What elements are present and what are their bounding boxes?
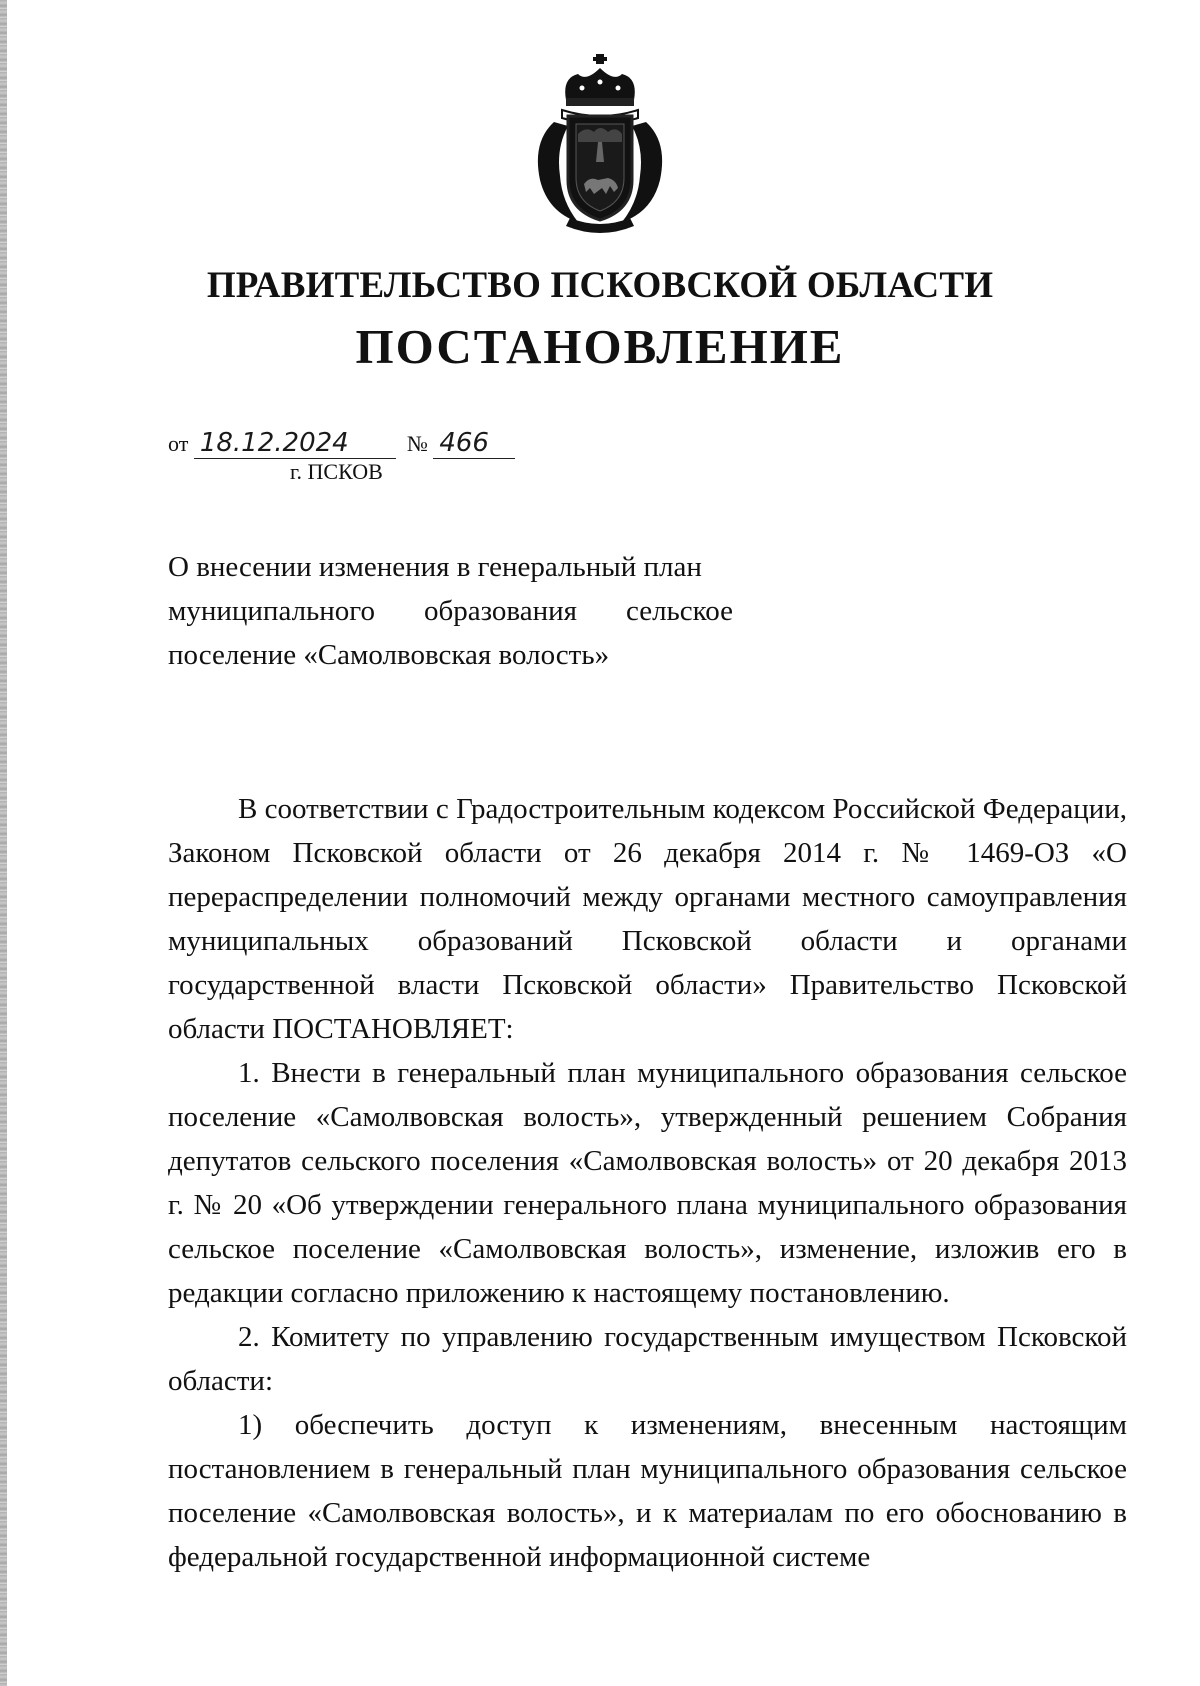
registration-line: [168, 428, 515, 459]
coat-of-arms-icon: [526, 52, 674, 236]
subject-line: муниципального образования сельское: [168, 595, 733, 627]
document-number: 466: [433, 428, 515, 459]
document-date: 18.12.2024: [194, 428, 396, 459]
document-body: [168, 787, 1127, 1579]
date-prefix-label: от: [168, 431, 189, 456]
subject-line: О внесении изменения в генеральный план: [168, 551, 702, 583]
city-label: г. ПСКОВ: [290, 459, 383, 484]
number-sign-label: №: [406, 431, 428, 456]
organization-title: ПРАВИТЕЛЬСТВО ПСКОВСКОЙ ОБЛАСТИ: [206, 265, 994, 306]
subject-line: поселение «Самолвовская волость»: [168, 639, 610, 671]
body-paragraph: 2. Комитету по управлению государственным имуществом Псковской области:: [168, 1321, 1127, 1397]
body-paragraph: 1) обеспечить доступ к изменениям, внесенным настоящим постановлением в генеральный план муниципального образования сельское поселение «Самолвовская волость», и к материалам по его обоснованию в федеральной государственной информационной системе: [168, 1409, 1127, 1573]
document-subject: [168, 545, 733, 677]
document-type-heading: ПОСТАНОВЛЕНИЕ: [355, 319, 845, 374]
body-paragraph: 1. Внести в генеральный план муниципального образования сельское поселение «Самолвовская волость», утвержденный решением Собрания депутатов сельского поселения «Самолвовская волость» от 20 декабря 2013 г. № 20 «Об утверждении генерального плана муниципального образования сельское поселение «Самолвовская волость», изменение, изложив его в редакции согласно приложению к настоящему постановлению.: [168, 1057, 1127, 1309]
scan-edge: [0, 0, 7, 1686]
body-paragraph: В соответствии с Градостроительным кодексом Российской Федерации, Законом Псковской области от 26 декабря 2014 г. № 1469-ОЗ «О перераспределении полномочий между органами местного самоуправления муниципальных образований Псковской области и органами государственной власти Псковской области» Правительство Псковской области ПОСТАНОВЛЯЕТ:: [168, 793, 1127, 1045]
